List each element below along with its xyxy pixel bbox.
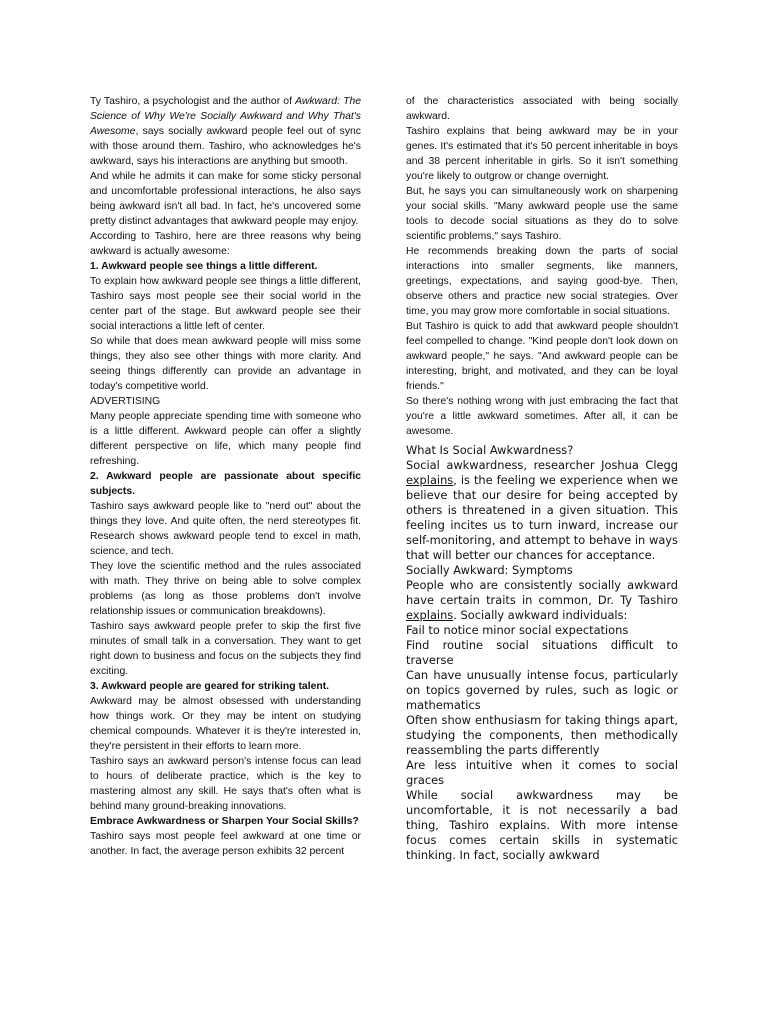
paragraph: But Tashiro is quick to add that awkward people shouldn't feel compelled to change. "Kind people don't look down on awkward people," he says. "And awkward people can be interesting, bright, and motivated, and they can be loyal friends." — [406, 321, 678, 392]
right-column-article — [406, 94, 678, 439]
paragraph: According to Tashiro, here are three reasons why being awkward is actually awesome: — [90, 231, 361, 257]
section-heading: Embrace Awkwardness or Sharpen Your Social Skills? — [90, 816, 359, 827]
explains-link[interactable]: explains — [406, 608, 454, 622]
list-item: Fail to notice minor social expectations — [406, 623, 629, 637]
book-title: Awkward: The Science of Why We're Socially Awkward and Why That's Awesome — [90, 96, 361, 137]
right-column — [406, 94, 678, 863]
paragraph: Awkward may be almost obsessed with understanding how things work. Or they may be intent on studying chemical compounds. Whatever it is they're interested in, they're persistent in their efforts to learn more. — [90, 696, 361, 752]
intro-paragraph — [90, 94, 361, 169]
paragraph: He recommends breaking down the parts of social interactions into smaller segments, like manners, greetings, expectations, and saying good-bye. Then, observe others and practice new social strategies. Over time, you may grow more comfortable in social situations. — [406, 246, 678, 317]
subheading: Socially Awkward: Symptoms — [406, 563, 573, 577]
section-heading: 2. Awkward people are passionate about specific subjects. — [90, 471, 361, 497]
intro-text-end: , says socially awkward people feel out of sync with those around them. Tashiro, who acknowledges he's awkward, says his interactions are anything but smooth. — [90, 126, 361, 167]
paragraph: To explain how awkward people see things a little different, Tashiro says most people see their social world in the center part of the stage. But awkward people see their social interactions a little left of center. — [90, 276, 361, 332]
paragraph: Many people appreciate spending time with someone who is a little different. Awkward people can offer a slightly different perspective on life, which many people find refreshing. — [90, 411, 361, 467]
paragraph: Tashiro says awkward people like to "nerd out" about the things they love. And quite often, the nerd stereotypes fit. Research shows awkward people tend to excel in math, science, and tech. — [90, 501, 361, 557]
symptoms-text-end: . Socially awkward individuals: — [453, 608, 628, 622]
paragraph: But, he says you can simultaneously work on sharpening your social skills. "Many awkward people use the same tools to decode social situations as they do to solve scientific problems," says Tashiro. — [406, 186, 678, 242]
explains-link[interactable]: explains — [406, 473, 454, 487]
paragraph: Tashiro says most people feel awkward at one time or another. In fact, the average person exhibits 32 percent — [90, 831, 361, 857]
paragraph: Tashiro says awkward people prefer to skip the first five minutes of small talk in a conversation. They want to get right down to business and focus on the subjects they find exciting. — [90, 621, 361, 677]
advertising-label: ADVERTISING — [90, 396, 161, 407]
intro-text: Ty Tashiro, a psychologist and the author of — [90, 96, 296, 107]
symptoms-intro — [406, 578, 678, 623]
left-column — [90, 94, 361, 859]
paragraph: They love the scientific method and the rules associated with math. They thrive on being able to solve complex problems (as long as those problems don't involve relationship issues or communication breakdowns). — [90, 561, 361, 617]
section-heading: 1. Awkward people see things a little different. — [90, 261, 318, 272]
list-item: Often show enthusiasm for taking things apart, studying the components, then methodically reassembling the parts differently — [406, 713, 678, 757]
paragraph: So there's nothing wrong with just embracing the fact that you're a little awkward sometimes. After all, it can be awesome. — [406, 396, 678, 437]
list-item: Can have unusually intense focus, particularly on topics governed by rules, such as logic or mathematics — [406, 668, 678, 712]
paragraph: While social awkwardness may be uncomfortable, it is not necessarily a bad thing, Tashiro explains. With more intense focus comes certain skills in systematic thinking. In fact, socially awkward — [406, 788, 678, 862]
paragraph: Tashiro explains that being awkward may be in your genes. It's estimated that it's 50 percent inheritable in boys and 38 percent inheritable in girls. So it isn't something you're likely to outgrow or change overnight. — [406, 126, 678, 182]
paragraph: And while he admits it can make for some sticky personal and uncomfortable professional interactions, he also says being awkward isn't all bad. In fact, he's uncovered some pretty distinct advantages that awkward people may enjoy. — [90, 171, 361, 227]
symptoms-text: People who are consistently socially awkward have certain traits in common, Dr. Ty Tashiro — [406, 578, 678, 607]
paragraph: So while that does mean awkward people will miss some things, they also see other things with more clarity. And seeing things differently can provide an advantage in today's competitive world. — [90, 336, 361, 392]
paragraph: Tashiro says an awkward person's intense focus can lead to hours of deliberate practice, which is the key to mastering almost any skill. He says that's often what is behind many ground-breaking innovations. — [90, 756, 361, 812]
definition-paragraph — [406, 458, 678, 563]
section-heading: 3. Awkward people are geared for striking talent. — [90, 681, 330, 692]
definition-text: Social awkwardness, researcher Joshua Clegg — [406, 458, 678, 472]
list-item: Find routine social situations difficult to traverse — [406, 638, 678, 667]
definition-text-end: , is the feeling we experience when we believe that our desire for being accepted by others is threatened in a given situation. This feeling incites us to turn inward, increase our self-monitoring, and attempt to behave in ways that will better our chances for acceptance. — [406, 473, 678, 562]
subheading: What Is Social Awkwardness? — [406, 443, 574, 457]
list-item: Are less intuitive when it comes to social graces — [406, 758, 678, 787]
social-awkwardness-section — [406, 443, 678, 863]
paragraph: of the characteristics associated with being socially awkward. — [406, 96, 678, 122]
